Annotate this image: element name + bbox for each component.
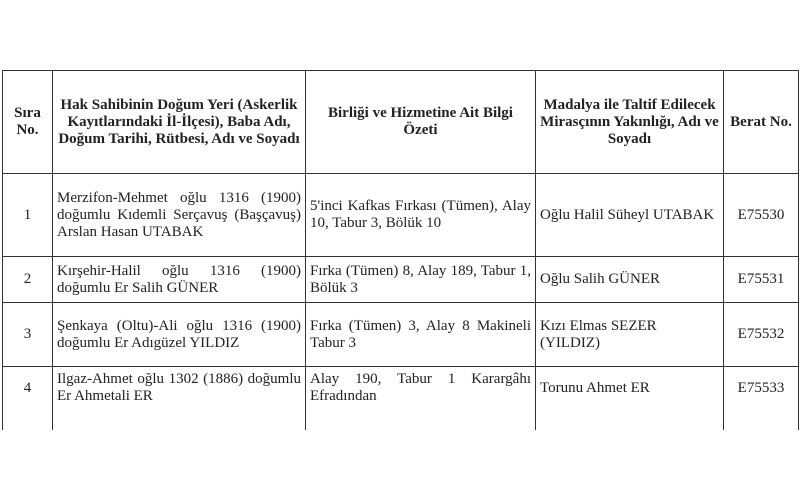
header-mirasci: Madalya ile Taltif Edilecek Mirasçının Yakınlığı, Adı ve Soyadı (536, 71, 724, 174)
header-sira-no: Sıra No. (3, 71, 53, 174)
cell-mirasci: Oğlu Halil Süheyl UTABAK (536, 174, 724, 257)
table-row (3, 303, 799, 367)
medal-recipients-table (2, 70, 799, 430)
cell-berat: E75531 (724, 257, 799, 303)
cell-sira: 4 (3, 367, 53, 431)
cell-hak-sahibi: Şenkaya (Oltu)-Ali oğlu 1316 (1900) doğumlu Er Adıgüzel YILDIZ (53, 303, 306, 367)
cell-hak-sahibi: Ilgaz-Ahmet oğlu 1302 (1886) doğumlu Er Ahmetali ER (53, 367, 306, 431)
document-scan (0, 68, 800, 430)
cell-hak-sahibi: Kırşehir-Halil oğlu 1316 (1900) doğumlu Er Salih GÜNER (53, 257, 306, 303)
cell-mirasci: Torunu Ahmet ER (536, 367, 724, 431)
cell-birligi: Fırka (Tümen) 3, Alay 8 Makineli Tabur 3 (306, 303, 536, 367)
cell-hak-sahibi: Merzifon-Mehmet oğlu 1316 (1900) doğumlu Kıdemli Serçavuş (Başçavuş) Arslan Hasan UTABAK (53, 174, 306, 257)
cell-mirasci: Oğlu Salih GÜNER (536, 257, 724, 303)
cell-sira: 3 (3, 303, 53, 367)
table-header-row (3, 71, 799, 174)
cell-berat: E75530 (724, 174, 799, 257)
header-hak-sahibi: Hak Sahibinin Doğum Yeri (Askerlik Kayıtlarındaki İl-İlçesi), Baba Adı, Doğum Tarihi, Rütbesi, Adı ve Soyadı (53, 71, 306, 174)
table-row (3, 367, 799, 431)
header-berat-no: Berat No. (724, 71, 799, 174)
cell-birligi: 5'inci Kafkas Fırkası (Tümen), Alay 10, Tabur 3, Bölük 10 (306, 174, 536, 257)
cell-mirasci: Kızı Elmas SEZER (YILDIZ) (536, 303, 724, 367)
cell-birligi: Alay 190, Tabur 1 Karargâhı Efradından (306, 367, 536, 431)
cell-sira: 1 (3, 174, 53, 257)
table-row (3, 174, 799, 257)
cell-birligi: Fırka (Tümen) 8, Alay 189, Tabur 1, Bölük 3 (306, 257, 536, 303)
cell-berat: E75532 (724, 303, 799, 367)
cell-berat: E75533 (724, 367, 799, 431)
header-birligi: Birliği ve Hizmetine Ait Bilgi Özeti (306, 71, 536, 174)
cell-sira: 2 (3, 257, 53, 303)
table-row (3, 257, 799, 303)
